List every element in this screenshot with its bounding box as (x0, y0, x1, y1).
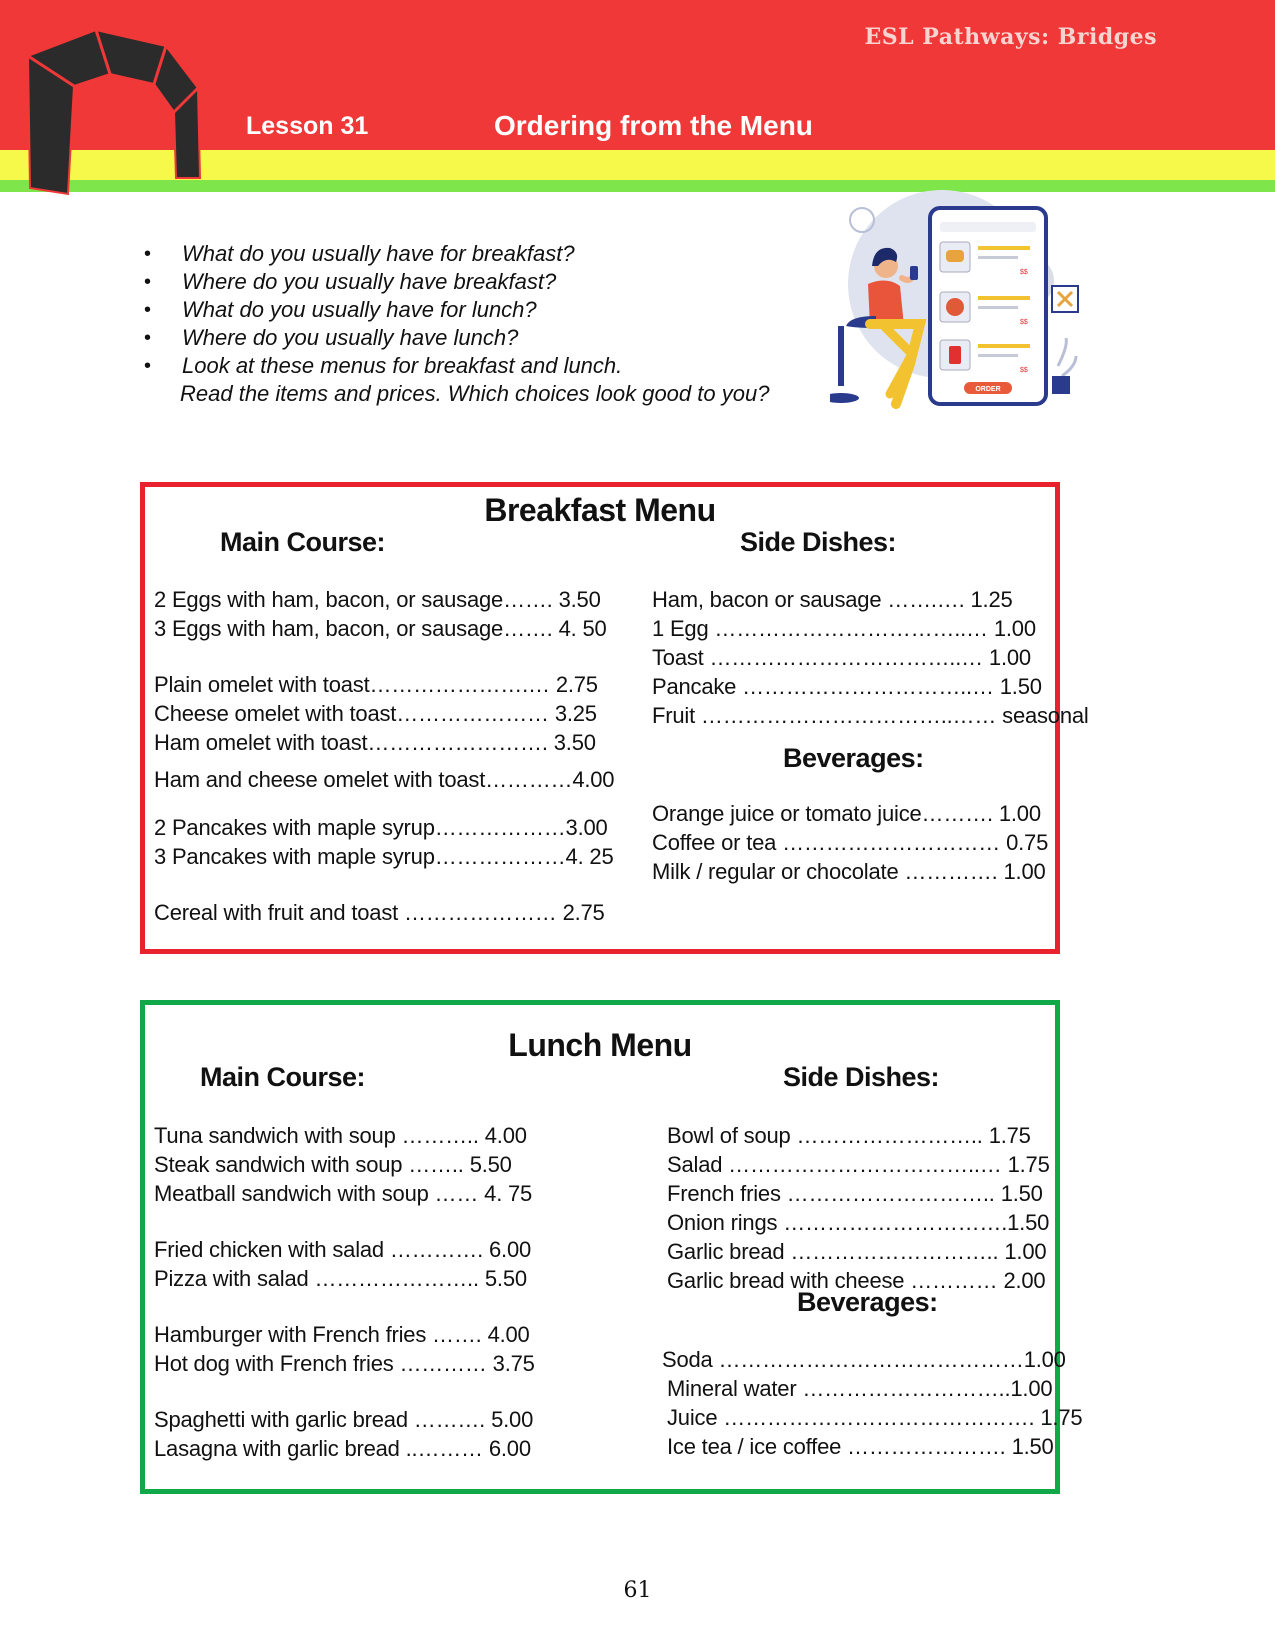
question-item: • Where do you usually have lunch? (144, 325, 519, 350)
menu-item: Fried chicken with salad …………. 6.00 (154, 1237, 532, 1262)
menu-item: 3 Pancakes with maple syrup………………4. 25 (154, 844, 614, 869)
lunch-side-list (667, 1121, 1050, 1295)
menu-item: Plain omelet with toast………………….… 2.75 (154, 672, 598, 697)
breakfast-beverage-list (652, 799, 1048, 886)
question-item: • What do you usually have for lunch? (144, 297, 537, 322)
breakfast-side-heading: Side Dishes: (740, 527, 897, 557)
breakfast-main-heading: Main Course: (220, 527, 386, 557)
menu-item: Hamburger with French fries ……. 4.00 (154, 1322, 530, 1347)
question-item: • What do you usually have for breakfast? (144, 241, 575, 266)
lunch-beverage-list (662, 1345, 1082, 1461)
bullet-icon: • (144, 271, 152, 293)
bridge-logo-icon (26, 28, 216, 196)
menu-item: Cereal with fruit and toast ………………… 2.75 (154, 900, 605, 925)
lunch-side-heading: Side Dishes: (783, 1062, 940, 1092)
question-item: • Where do you usually have breakfast? (144, 269, 557, 294)
breakfast-side-list (652, 585, 1089, 730)
bullet-icon: • (144, 243, 152, 265)
page-title: Ordering from the Menu (494, 110, 813, 141)
lunch-menu-title: Lunch Menu (508, 1027, 692, 1063)
ordering-app-illustration (830, 186, 1090, 436)
menu-item: Juice ……………………………………. 1.75 (667, 1405, 1083, 1430)
menu-item: Garlic bread ……………………….. 1.00 (667, 1239, 1047, 1264)
menu-item: Mineral water ………………………..1.00 (667, 1376, 1053, 1401)
menu-item: Spaghetti with garlic bread ………. 5.00 (154, 1407, 534, 1432)
bullet-icon: • (144, 327, 152, 349)
menu-item: Ice tea / ice coffee …………………. 1.50 (667, 1434, 1054, 1459)
price-tag: $$ (1020, 367, 1028, 374)
menu-item: Ham omelet with toast……………………. 3.50 (154, 730, 596, 755)
question-item: • Look at these menus for breakfast and lunch. Read the items and prices. Which choices look good to you? (138, 352, 818, 408)
series-title: ESL Pathways: Bridges (864, 24, 1157, 50)
breakfast-menu (140, 482, 1089, 954)
breakfast-menu-title: Breakfast Menu (484, 492, 716, 528)
lunch-main-heading: Main Course: (200, 1062, 366, 1092)
discussion-questions (138, 240, 818, 408)
price-tag: $$ (1020, 319, 1028, 326)
lunch-menu (140, 1000, 1083, 1494)
lesson-number: Lesson 31 (246, 112, 369, 140)
menu-item: Cheese omelet with toast………………… 3.25 (154, 701, 597, 726)
breakfast-main-list (154, 585, 614, 927)
menu-item: Bowl of soup …………………….. 1.75 (667, 1123, 1031, 1148)
lunch-main-list (154, 1121, 535, 1463)
menu-item: Hot dog with French fries ………… 3.75 (154, 1351, 535, 1376)
lunch-beverages-heading: Beverages: (797, 1287, 938, 1317)
menu-item: Pizza with salad ………………….. 5.50 (154, 1266, 527, 1291)
menu-item: Fruit ……………………………..…… seasonal (652, 703, 1089, 728)
menu-item: Onion rings ………………………….1.50 (667, 1210, 1050, 1235)
menu-item: Orange juice or tomato juice………. 1.00 (652, 801, 1041, 826)
bullet-icon: • (144, 355, 152, 377)
menu-item: Soda ……………………………………1.00 (662, 1347, 1066, 1372)
price-tag: $$ (1020, 269, 1028, 276)
menu-item: Milk / regular or chocolate …………. 1.00 (652, 859, 1046, 884)
menu-item: 3 Eggs with ham, bacon, or sausage……. 4. 50 (154, 616, 607, 641)
question-continuation: Read the items and prices. Which choices look good to you? (180, 381, 770, 406)
menu-item: 2 Pancakes with maple syrup………………3.00 (154, 815, 608, 840)
menu-item: 1 Egg ……………………………..… 1.00 (652, 616, 1036, 641)
page-number: 61 (623, 1578, 652, 1603)
menu-item: Tuna sandwich with soup ……….. 4.00 (154, 1123, 527, 1148)
menu-item: Salad ……………………………..… 1.75 (667, 1152, 1050, 1177)
bullet-icon: • (144, 299, 152, 321)
menu-item: Ham, bacon or sausage …….…. 1.25 (652, 587, 1013, 612)
menu-item: Meatball sandwich with soup …… 4. 75 (154, 1181, 533, 1206)
breakfast-beverages-heading: Beverages: (783, 743, 924, 773)
menu-item: Ham and cheese omelet with toast…………4.00 (154, 767, 615, 792)
menu-item: Toast ……………………………..… 1.00 (652, 645, 1031, 670)
menu-item: 2 Eggs with ham, bacon, or sausage……. 3.50 (154, 587, 601, 612)
menu-item: Coffee or tea ………………………… 0.75 (652, 830, 1049, 855)
menu-item: Pancake …………………………..… 1.50 (652, 674, 1042, 699)
order-button: ORDER (975, 386, 1001, 393)
menu-item: French fries ……………………….. 1.50 (667, 1181, 1043, 1206)
menu-item: Garlic bread with cheese ………… 2.00 (667, 1268, 1046, 1293)
menu-item: Steak sandwich with soup …….. 5.50 (154, 1152, 512, 1177)
menu-item: Lasagna with garlic bread ..……… 6.00 (154, 1436, 531, 1461)
